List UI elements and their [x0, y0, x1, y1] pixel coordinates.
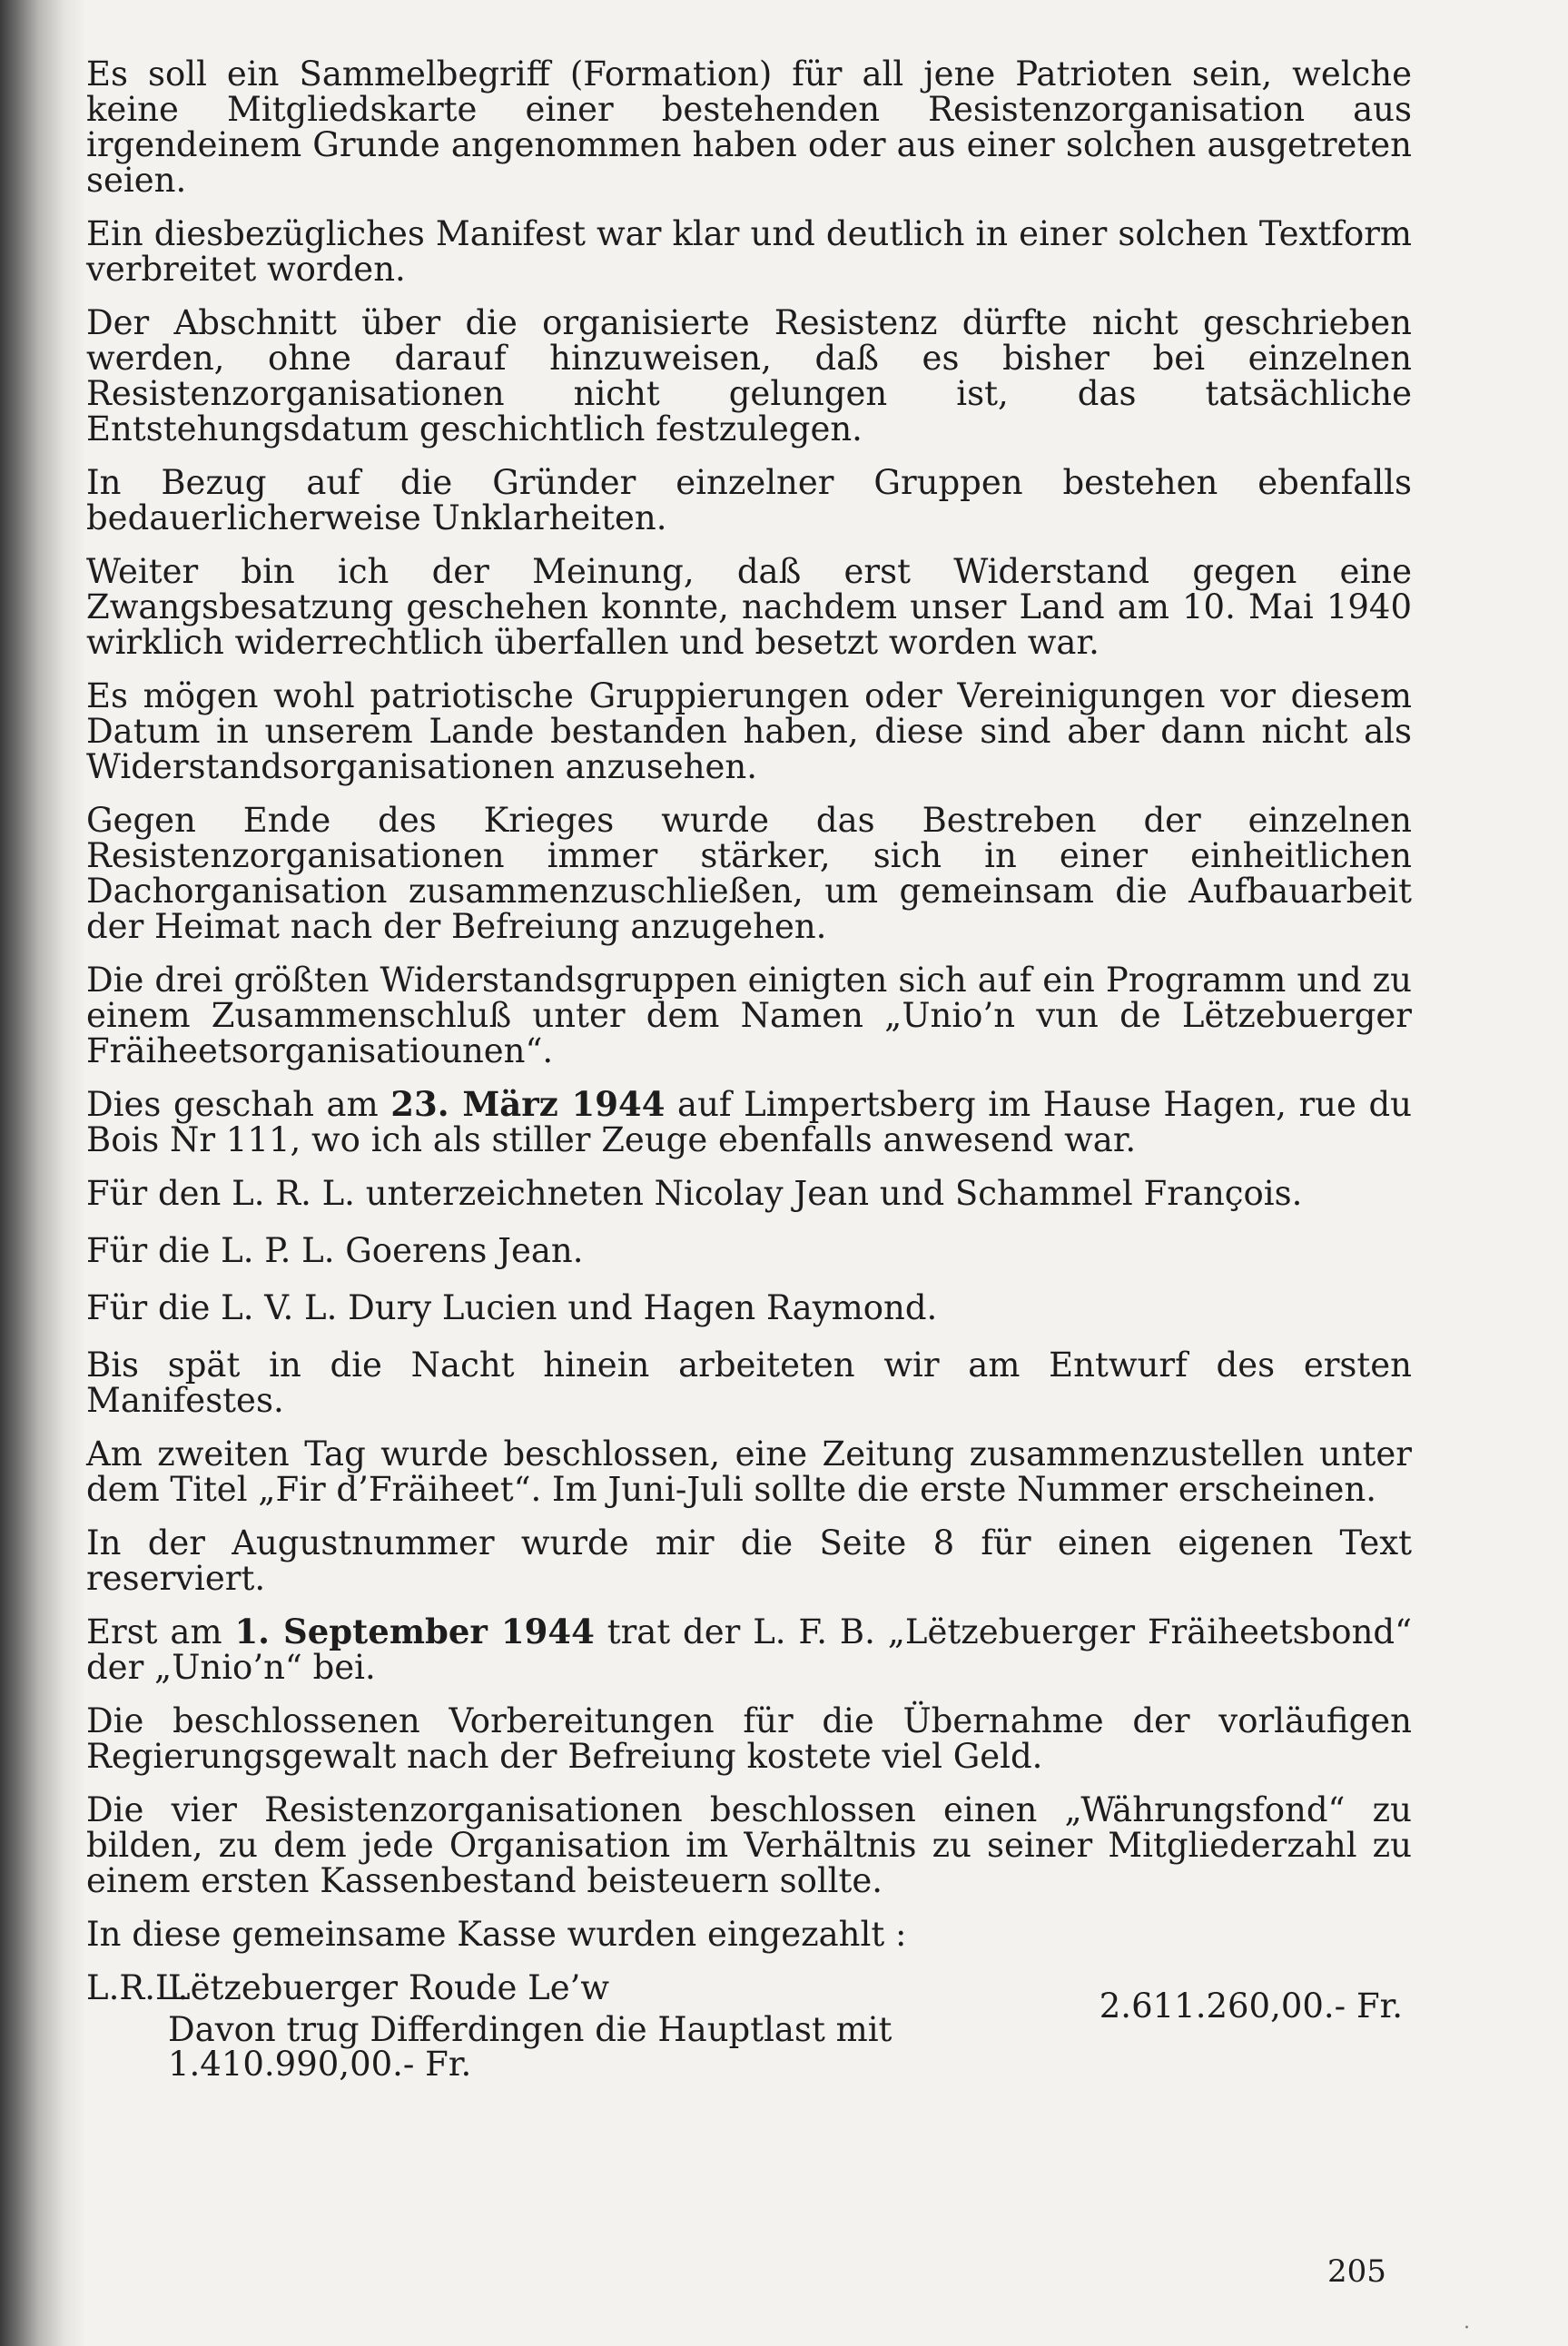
paragraph: In der Augustnummer wurde mir die Seite 8 für einen eigenen Text reserviert.: [86, 1523, 1412, 1598]
page-body: [86, 56, 1412, 2082]
signatory-line: Für den L. R. L. unterzeichneten Nicolay Jean und Schammel François.: [86, 1174, 1303, 1213]
lfb-text-after: trat der L. F. B. „Lëtzebuerger Fräiheetsbond“ der „Unio’n“ bei.: [86, 1612, 1412, 1687]
paragraph: Am zweiten Tag wurde beschlossen, eine Zeitung zusammenzustellen unter dem Titel „Fir d’Fräiheet“. Im Juni-Juli sollte die erste Nummer erscheinen.: [86, 1434, 1412, 1509]
paragraph: Es mögen wohl patriotische Gruppierungen oder Vereinigungen vor diesem Datum in unserem Lande bestanden haben, diese sind aber dann nicht als Widerstandsorganisationen anzusehen.: [86, 676, 1412, 786]
meeting-text-before: Dies geschah am: [86, 1085, 391, 1124]
page-number: 205: [1327, 2253, 1386, 2290]
paragraph: Gegen Ende des Krieges wurde das Bestreben der einzelnen Resistenzorganisationen immer stärker, sich in einer einheitlichen Dachorganisation zusammenzuschließen, um gemeinsam die Aufbauarbeit der Heimat nach der Befreiung anzugehen.: [86, 801, 1412, 946]
cash-entry-name: Lëtzebuerger Roude Le’w: [168, 1968, 610, 2007]
paragraph: In diese gemeinsame Kasse wurden eingezahlt :: [86, 1915, 907, 1954]
cash-entry-note-line: Davon trug Differdingen die Hauptlast mit: [168, 2010, 892, 2049]
paragraph: Die drei größten Widerstandsgruppen einigten sich auf ein Programm und zu einem Zusammenschluß unter dem Namen „Unio’n vun de Lëtzebuerger Fräiheetsorganisatiounen“.: [86, 961, 1412, 1070]
signatory-line: Für die L. V. L. Dury Lucien und Hagen Raymond.: [86, 1288, 938, 1327]
paragraph: In Bezug auf die Gründer einzelner Gruppen bestehen ebenfalls bedauerlicherweise Unklarheiten.: [86, 463, 1412, 537]
lfb-paragraph: [86, 1614, 1412, 1685]
paragraph: Ein diesbezügliches Manifest war klar und deutlich in einer solchen Textform verbreitet worden.: [86, 214, 1412, 289]
cash-entry-note-line: 1.410.990,00.- Fr.: [168, 2045, 472, 2084]
meeting-date: 23. März 1944: [390, 1084, 666, 1124]
lfb-date: 1. September 1944: [234, 1612, 595, 1651]
paragraph: Weiter bin ich der Meinung, daß erst Widerstand gegen eine Zwangsbesatzung geschehen konnte, nachdem unser Land am 10. Mai 1940 wirklich widerrechtlich überfallen und besetzt worden war.: [86, 552, 1412, 662]
cash-entry-amount: 2.611.260,00.- Fr.: [1099, 1986, 1403, 2026]
paragraph: Es soll ein Sammelbegriff (Formation) für all jene Patrioten sein, welche keine Mitgliedskarte einer bestehenden Resistenzorganisation aus irgendeinem Grunde angenommen haben oder aus einer solchen ausgetreten seien.: [86, 54, 1412, 200]
meeting-text-after: auf Limpertsberg im Hause Hagen, rue du Bois Nr 111, wo ich als stiller Zeuge ebenfalls anwesend war.: [86, 1085, 1412, 1159]
cash-entry: [86, 1970, 1412, 2082]
margin-mark: ·: [1464, 2317, 1470, 2340]
paragraph: Bis spät in die Nacht hinein arbeiteten wir am Entwurf des ersten Manifestes.: [86, 1346, 1412, 1420]
page-gutter-shadow: [0, 0, 86, 2346]
cash-entry-code: L.R.L.: [86, 1968, 189, 2007]
signatory-line: Für die L. P. L. Goerens Jean.: [86, 1231, 584, 1270]
lfb-text-before: Erst am: [86, 1612, 235, 1651]
meeting-paragraph: [86, 1084, 1412, 1159]
paragraph: Die vier Resistenzorganisationen beschlossen einen „Währungsfond“ zu bilden, zu dem jede Organisation im Verhältnis zu seiner Mitgliederzahl zu einem ersten Kassenbestand beisteuern sollte.: [86, 1790, 1412, 1900]
paragraph: Die beschlossenen Vorbereitungen für die Übernahme der vorläufigen Regierungsgewalt nach der Befreiung kostete viel Geld.: [86, 1701, 1412, 1776]
paragraph: Der Abschnitt über die organisierte Resistenz dürfte nicht geschrieben werden, ohne darauf hinzuweisen, daß es bisher bei einzelnen Resistenzorganisationen nicht gelungen ist, das tatsächliche Entstehungsdatum geschichtlich festzulegen.: [86, 303, 1412, 448]
